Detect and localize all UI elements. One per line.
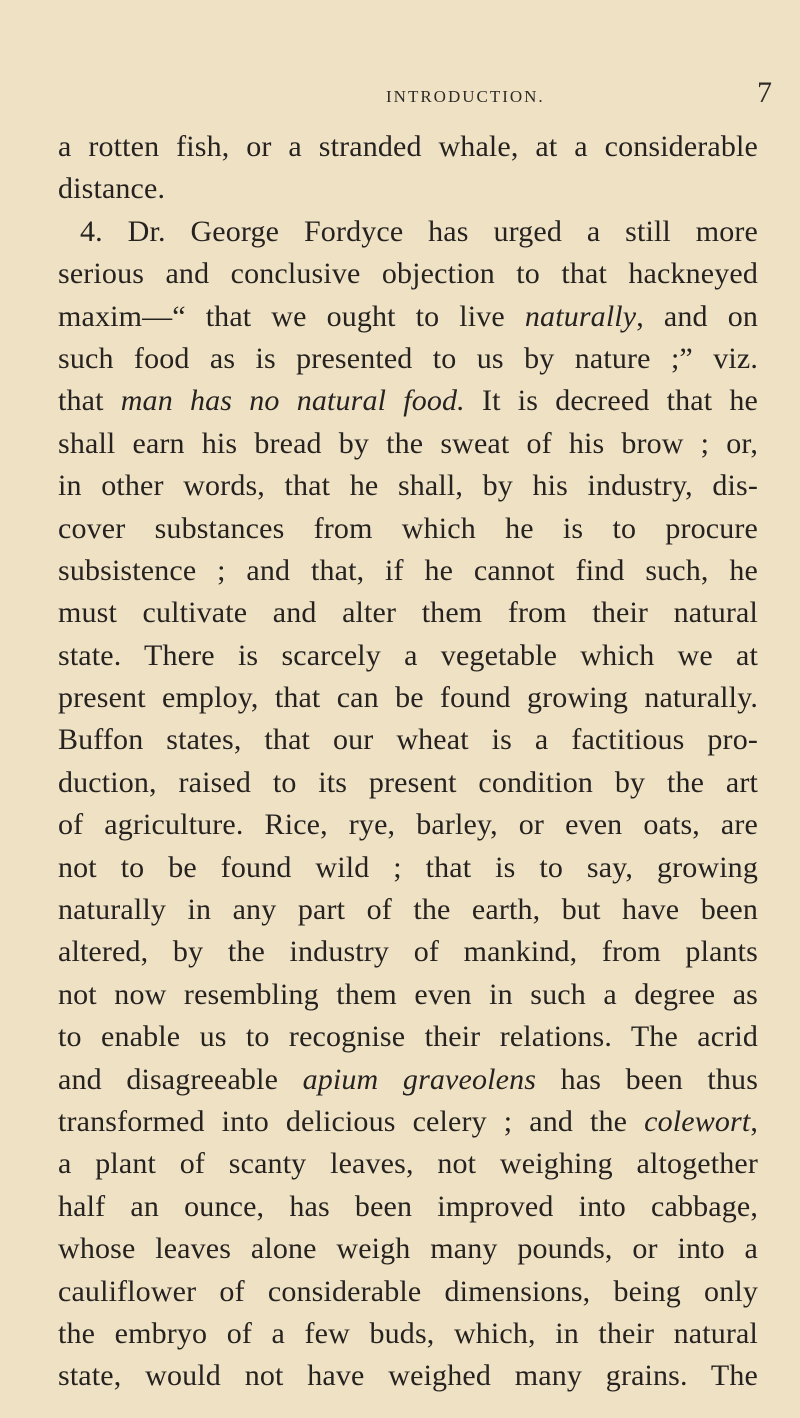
text-line: state, would not have weighed many grains. The <box>58 1359 758 1393</box>
text-line: naturally in any part of the earth, but have been <box>58 893 758 927</box>
text-line: distance. <box>58 172 166 206</box>
text-line: cauliflower of considerable dimensions, being only <box>58 1274 758 1308</box>
text-line: to enable us to recognise their relations. The acrid <box>58 1020 758 1054</box>
running-head: INTRODUCTION. <box>386 87 545 106</box>
text-line: a rotten fish, or a stranded whale, at a considerable <box>58 130 758 163</box>
text-line: a plant of scanty leaves, not weighing altogether <box>58 1147 758 1181</box>
page-number: 7 <box>757 76 772 109</box>
italic-term: colewort <box>644 1104 751 1138</box>
text-line: subsistence ; and that, if he cannot find such, he <box>58 553 758 587</box>
text-line: shall earn his bread by the sweat of his brow ; or, <box>58 426 758 460</box>
text-line: not now resembling them even in such a degree as <box>58 977 758 1011</box>
body-text <box>58 126 758 1398</box>
text-line: that man has no natural food. It is decreed that he <box>58 384 758 418</box>
text-line: duction, raised to its present condition by the art <box>58 765 758 799</box>
text-line: such food as is presented to us by nature ;” viz. <box>58 341 758 375</box>
paragraph-start-line: 4. Dr. George Fordyce has urged a still more <box>80 214 758 248</box>
text-line: state. There is scarcely a vegetable which we at <box>58 638 758 672</box>
text-line: maxim—“ that we ought to live naturally, and on <box>58 299 758 333</box>
text-line: of agriculture. Rice, rye, barley, or even oats, are <box>58 808 758 842</box>
text-line: the embryo of a few buds, which, in their natural <box>58 1316 758 1350</box>
text-line: not to be found wild ; that is to say, growing <box>58 850 758 884</box>
text-line: and disagreeable apium graveolens has been thus <box>58 1062 759 1096</box>
text-line: cover substances from which he is to procure <box>58 511 758 545</box>
italic-term: naturally <box>524 299 637 333</box>
text-line: altered, by the industry of mankind, from plants <box>58 935 758 969</box>
text-line: serious and conclusive objection to that hackneyed <box>58 257 758 291</box>
italic-term: apium graveolens <box>302 1062 537 1096</box>
text-line: must cultivate and alter them from their natural <box>58 596 758 630</box>
text-line: half an ounce, has been improved into cabbage, <box>58 1189 758 1223</box>
text-line: whose leaves alone weigh many pounds, or into a <box>58 1232 758 1266</box>
text-line: present employ, that can be found growing naturally. <box>58 681 758 715</box>
italic-phrase: man has no natural food. <box>120 384 465 418</box>
text-line: in other words, that he shall, by his industry, dis- <box>58 469 758 503</box>
text-line: transformed into delicious celery ; and the colewort, <box>58 1104 758 1138</box>
text-line: Buffon states, that our wheat is a factitious pro- <box>58 723 758 757</box>
